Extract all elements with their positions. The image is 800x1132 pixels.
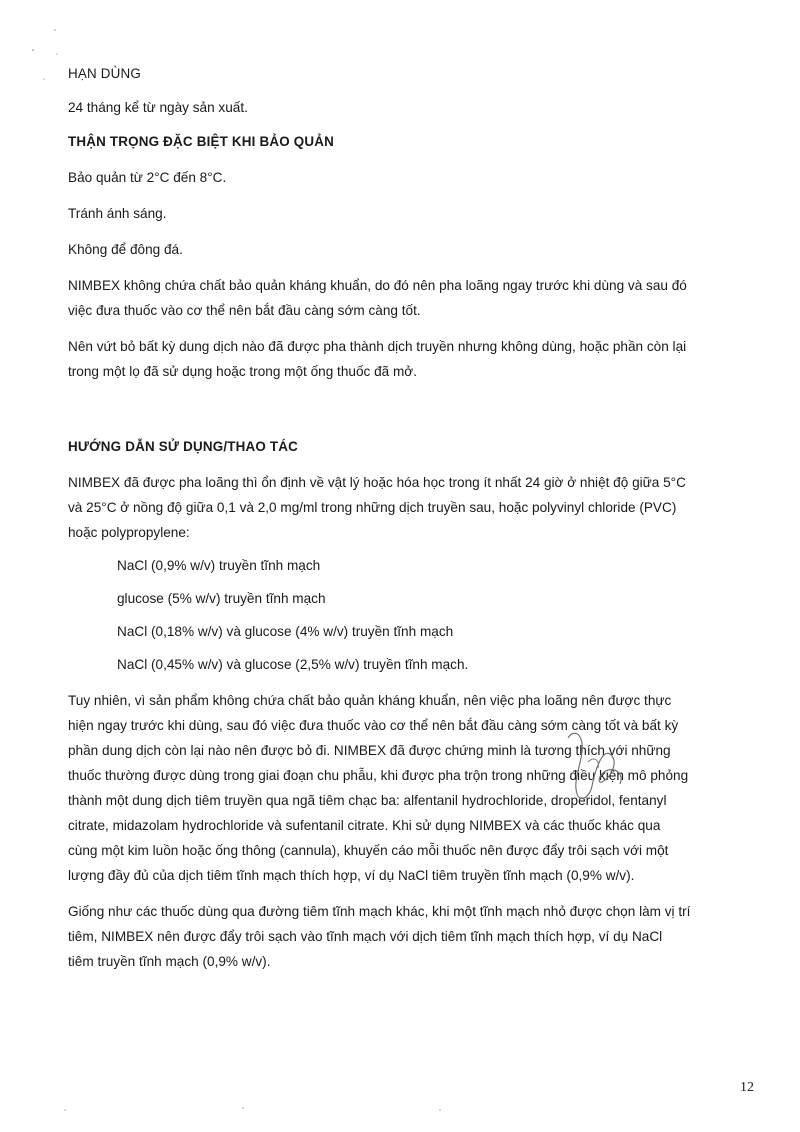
storage-heading: THẬN TRỌNG ĐẶC BIỆT KHI BẢO QUẢN bbox=[68, 134, 335, 149]
text-line: NIMBEX không chứa chất bảo quản kháng khuẩn, do đó nên pha loãng ngay trước khi dùng và sau đó bbox=[68, 278, 687, 293]
text-line: citrate, midazolam hydrochloride và sufentanil citrate. Khi sử dụng NIMBEX và các thuốc khác qua bbox=[68, 818, 661, 833]
usage-paragraph bbox=[68, 899, 758, 974]
storage-line: Tránh ánh sáng. bbox=[68, 206, 167, 221]
text-line: tiêm truyền tĩnh mạch (0,9% w/v). bbox=[68, 954, 271, 969]
text-line: và 25°C ở nồng độ giữa 0,1 và 2,0 mg/ml trong những dịch truyền sau, hoặc polyvinyl chloride (PVC) bbox=[68, 500, 677, 515]
list-item: NaCl (0,18% w/v) và glucose (4% w/v) truyền tĩnh mạch bbox=[117, 624, 454, 639]
text-line: phần dung dịch còn lại nào nên được bỏ đi. NIMBEX đã được chứng minh là tương thích với những bbox=[68, 743, 671, 758]
text-line: Tuy nhiên, vì sản phẩm không chứa chất bảo quản kháng khuẩn, nên việc pha loãng nên được thực bbox=[68, 693, 672, 708]
text-line: Nên vứt bỏ bất kỳ dung dịch nào đã được pha thành dịch truyền nhưng không dùng, hoặc phần còn lại bbox=[68, 339, 687, 354]
text-line: Giống như các thuốc dùng qua đường tiêm tĩnh mạch khác, khi một tĩnh mạch nhỏ được chọn làm vị trí bbox=[68, 904, 691, 919]
document-body bbox=[68, 61, 758, 974]
shelf-life-text: 24 tháng kể từ ngày sản xuất. bbox=[68, 100, 248, 115]
text-line: thuốc thường được dùng trong giai đoạn chu phẫu, khi được pha trộn trong những điều kiện mô phỏng bbox=[68, 768, 689, 783]
text-line: cùng một kim luồn hoặc ống thông (cannula), khuyến cáo mỗi thuốc nên được đẩy trôi sạch với một bbox=[68, 843, 669, 858]
page-number: 12 bbox=[740, 1080, 754, 1095]
storage-paragraph bbox=[68, 334, 758, 384]
list-item: NaCl (0,9% w/v) truyền tĩnh mạch bbox=[117, 558, 321, 573]
list-item: NaCl (0,45% w/v) và glucose (2,5% w/v) truyền tĩnh mạch. bbox=[117, 657, 469, 672]
shelf-life-heading: HẠN DÙNG bbox=[68, 66, 142, 81]
text-line: lượng đầy đủ của dịch tiêm tĩnh mạch thích hợp, ví dụ NaCl tiêm truyền tĩnh mạch (0,9% w/v). bbox=[68, 868, 635, 883]
usage-paragraph bbox=[68, 688, 758, 888]
usage-intro bbox=[68, 470, 758, 545]
text-line: tiêm, NIMBEX nên được đẩy trôi sạch vào tĩnh mạch với dịch tiêm tĩnh mạch thích hợp, ví dụ NaCl bbox=[68, 929, 663, 944]
text-line: thành một dung dịch tiêm truyền qua ngã tiêm chạc ba: alfentanil hydrochloride, droperidol, fentanyl bbox=[68, 793, 667, 808]
list-item: glucose (5% w/v) truyền tĩnh mạch bbox=[117, 591, 326, 606]
storage-paragraph bbox=[68, 273, 758, 323]
text-line: việc đưa thuốc vào cơ thể nên bắt đầu càng sớm càng tốt. bbox=[68, 303, 421, 318]
infusion-list bbox=[68, 553, 758, 677]
storage-line: Không để đông đá. bbox=[68, 242, 183, 257]
text-line: hiện ngay trước khi dùng, sau đó việc đưa thuốc vào cơ thể nên bắt đầu càng sớm càng tốt và bất kỳ bbox=[68, 718, 679, 733]
text-line: trong một lọ đã sử dụng hoặc trong một ống thuốc đã mở. bbox=[68, 364, 417, 379]
handwritten-signature bbox=[560, 726, 640, 806]
usage-heading: HƯỚNG DẪN SỬ DỤNG/THAO TÁC bbox=[68, 439, 299, 454]
storage-line: Bảo quản từ 2°C đến 8°C. bbox=[68, 170, 227, 185]
text-line: hoặc polypropylene: bbox=[68, 525, 190, 540]
text-line: NIMBEX đã được pha loãng thì ổn định về vật lý hoặc hóa học trong ít nhất 24 giờ ở nhiệt độ giữa 5°C bbox=[68, 475, 686, 490]
